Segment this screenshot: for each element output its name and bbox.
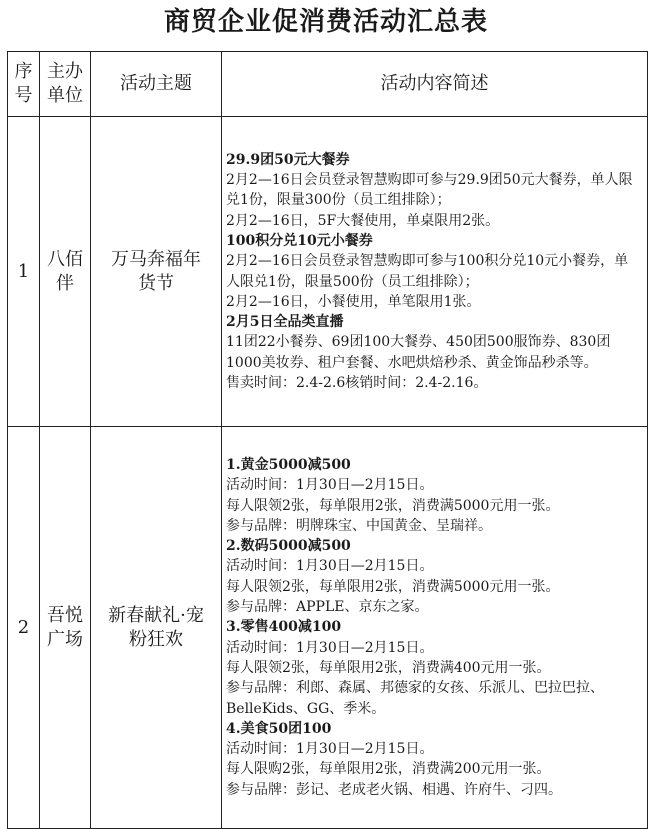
activity-detail-line: 每人限领2张，每单限用2张，消费满400元用一张。 bbox=[226, 659, 551, 676]
table-row bbox=[8, 427, 648, 829]
activity-detail-line: 活动时间：1月30日—2月15日。 bbox=[226, 477, 434, 494]
row-number: 2 bbox=[8, 427, 40, 829]
activity-heading: 29.9团50元大餐券 bbox=[226, 151, 350, 168]
header-theme: 活动主题 bbox=[91, 52, 222, 117]
activity-heading: 4.美食50团100 bbox=[226, 720, 332, 737]
header-desc: 活动内容简述 bbox=[222, 52, 648, 117]
header-org: 主办单位 bbox=[40, 52, 91, 117]
activity-heading: 1.黄金5000减500 bbox=[226, 457, 351, 473]
activity-block bbox=[226, 231, 641, 312]
description-content bbox=[226, 427, 641, 828]
row-theme: 新春献礼·宠粉狂欢 bbox=[91, 427, 222, 829]
activity-detail-line: 活动时间：1月30日—2月15日。 bbox=[226, 741, 434, 758]
summary-table bbox=[7, 51, 648, 829]
activity-detail-line: 每人限领2张，每单限用2张，消费满5000元用一张。 bbox=[226, 578, 560, 595]
activity-detail-line: 活动时间：1月30日—2月15日。 bbox=[226, 558, 434, 575]
activity-detail-line: 参与品牌：利郎、森属、邦德家的女孩、乐派儿、巴拉巴拉、BelleKids、GG、季米。 bbox=[226, 680, 604, 717]
activity-detail-line: 活动时间：1月30日—2月15日。 bbox=[226, 639, 434, 656]
activity-heading: 2.数码5000减500 bbox=[226, 538, 351, 555]
activity-detail-line: 2月2—16日会员登录智慧购即可参与29.9团50元大餐券，单人限兑1份，限量300份（员工组排除）； bbox=[226, 172, 633, 209]
activity-detail-line: 参与品牌：明牌珠宝、中国黄金、呈瑞祥。 bbox=[226, 517, 492, 534]
page-title: 商贸企业促消费活动汇总表 bbox=[163, 7, 488, 37]
activity-block bbox=[226, 719, 641, 800]
activity-detail-line: 2月2—16日，小餐使用，单笔限用1张。 bbox=[226, 293, 481, 310]
header-no: 序号 bbox=[8, 52, 40, 117]
activity-block bbox=[226, 455, 641, 536]
activity-detail-line: 每人限领2张，每单限用2张，消费满5000元用一张。 bbox=[226, 497, 560, 514]
activity-heading: 2月5日全品类直播 bbox=[226, 314, 344, 331]
activity-detail-line: 参与品牌：彭记、老成老火锅、相遇、许府牛、刁四。 bbox=[226, 781, 562, 798]
table-body bbox=[8, 117, 648, 829]
activity-detail-line: 2月2—16日会员登录智慧购即可参与100积分兑10元小餐券，单人限兑1份，限量500份（员工组排除）； bbox=[226, 253, 629, 290]
row-description bbox=[222, 427, 648, 829]
activity-block bbox=[226, 617, 641, 718]
row-organizer: 吾悦广场 bbox=[40, 427, 91, 829]
activity-block bbox=[226, 312, 641, 393]
activity-heading: 3.零售400减100 bbox=[226, 619, 342, 636]
activity-detail-line: 2月2—16日，5F大餐使用，单桌限用2张。 bbox=[226, 212, 500, 229]
activity-detail-line: 11团22小餐券、69团100大餐券、450团500服饰券、830团1000美妆券、租户套餐、水吧烘焙秒杀、黄金饰品秒杀等。 bbox=[226, 334, 611, 371]
activity-block bbox=[226, 536, 641, 617]
activity-block bbox=[226, 150, 641, 231]
activity-detail-line: 参与品牌：APPLE、京东之家。 bbox=[226, 599, 429, 616]
activity-heading: 100积分兑10元小餐券 bbox=[226, 232, 373, 249]
activity-detail-line: 售卖时间：2.4-2.6核销时间：2.4-2.16。 bbox=[226, 374, 488, 391]
table-row bbox=[8, 117, 648, 427]
row-theme: 万马奔福年货节 bbox=[91, 117, 222, 427]
row-number: 1 bbox=[8, 117, 40, 427]
activity-detail-line: 每人限购2张，每单限用2张，消费满200元用一张。 bbox=[226, 761, 551, 778]
row-description bbox=[222, 117, 648, 427]
row-organizer: 八佰伴 bbox=[40, 117, 91, 427]
description-content bbox=[226, 124, 641, 420]
table-header-row bbox=[8, 52, 648, 117]
